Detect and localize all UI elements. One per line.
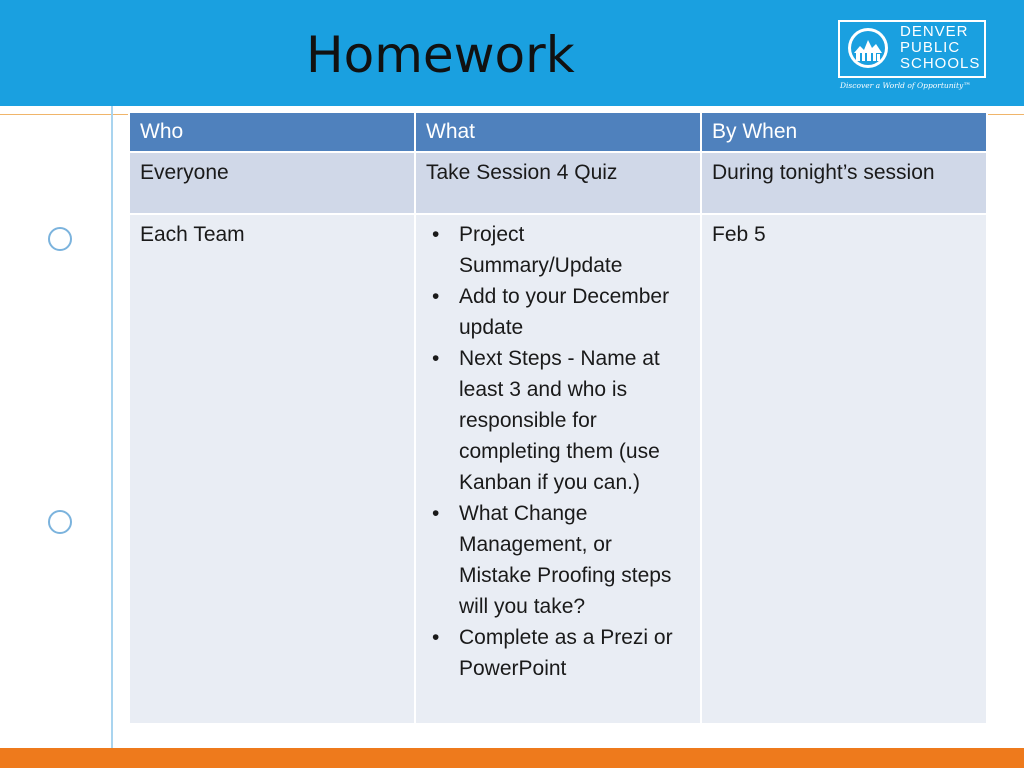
notebook-margin-line <box>111 106 113 748</box>
slide-title: Homework <box>306 26 575 84</box>
list-item: • Project Summary/Update <box>426 219 690 281</box>
table-row <box>129 214 987 724</box>
cell-what: Take Session 4 Quiz <box>415 152 701 214</box>
logo-line-1: DENVER <box>900 23 969 40</box>
binder-hole-icon <box>48 510 72 534</box>
list-item: • Next Steps - Name at least 3 and who is responsible for completing them (use Kanban if you can.) <box>426 343 690 498</box>
column-header-by-when: By When <box>701 112 987 152</box>
task-list <box>426 219 690 684</box>
binder-hole-icon <box>48 227 72 251</box>
table-header-row <box>129 112 987 152</box>
logo-line-3: SCHOOLS <box>900 55 981 72</box>
list-item: • What Change Management, or Mistake Proofing steps will you take? <box>426 498 690 622</box>
cell-who: Each Team <box>129 214 415 724</box>
denver-public-schools-logo <box>838 20 992 96</box>
cell-who: Everyone <box>129 152 415 214</box>
column-header-what: What <box>415 112 701 152</box>
slide-footer-bar <box>0 748 1024 768</box>
cell-by-when: During tonight’s session <box>701 152 987 214</box>
column-header-who: Who <box>129 112 415 152</box>
list-item: • Add to your December update <box>426 281 690 343</box>
logo-tagline: Discover a World of Opportunity™ <box>840 81 971 90</box>
table-row <box>129 152 987 214</box>
cell-what <box>415 214 701 724</box>
homework-table <box>128 111 988 725</box>
logo-line-2: PUBLIC <box>900 39 961 56</box>
cell-by-when: Feb 5 <box>701 214 987 724</box>
logo-wordmark <box>900 24 980 72</box>
list-item: • Complete as a Prezi or PowerPoint <box>426 622 690 684</box>
city-seal-icon <box>846 26 890 70</box>
